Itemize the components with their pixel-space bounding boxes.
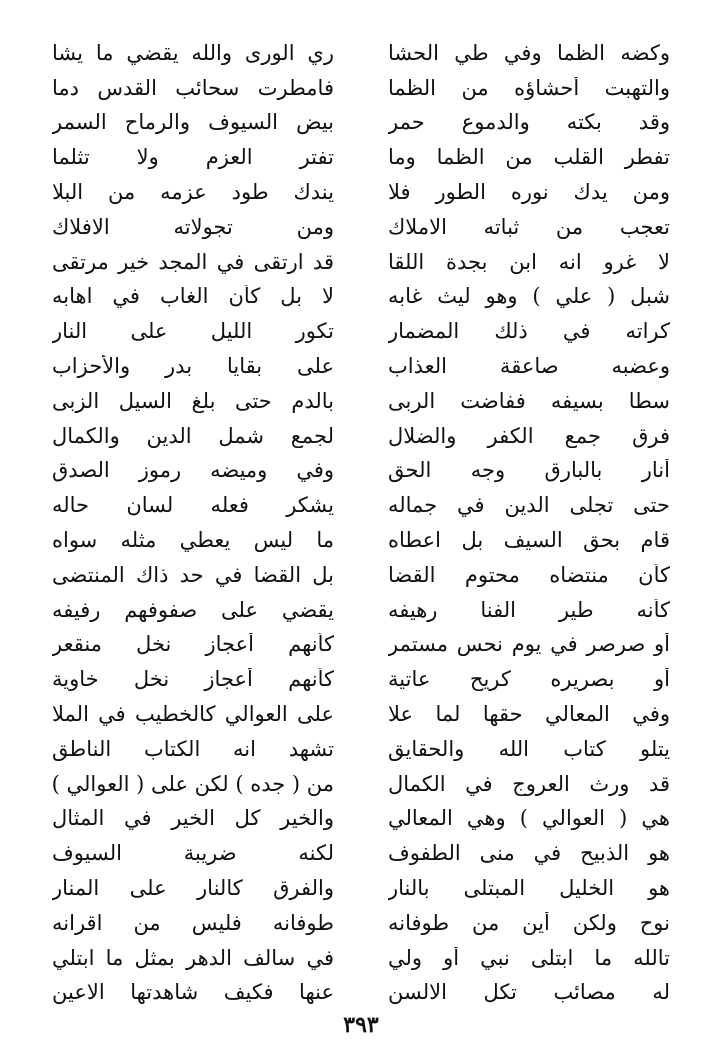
verse-second-hemistich: تشهد انه الكتاب الناطق — [52, 737, 334, 761]
verse-first-hemistich: يتلو كتاب الله والحقايق — [388, 737, 670, 761]
verse-second-hemistich: لا بل كأن الغاب في اهابه — [52, 285, 334, 309]
verse-line — [52, 36, 670, 71]
verse-line — [52, 802, 670, 837]
verse-second-hemistich: ما ليس يعطي مثله سواه — [52, 529, 334, 552]
verse-first-hemistich: سطا بسيفه ففاضت الربى — [388, 389, 670, 413]
verse-line — [52, 140, 670, 175]
verse-second-hemistich: بل القضا في حد ذاك المنتضى — [52, 563, 334, 587]
verse-line — [52, 488, 670, 523]
verse-second-hemistich: وفي وميضه رموز الصدق — [52, 459, 334, 483]
verse-second-hemistich: بيض السيوف والرماح السمر — [52, 111, 334, 135]
verse-line — [52, 71, 670, 106]
verse-second-hemistich: تكور الليل على النار — [52, 320, 334, 344]
verse-first-hemistich: هي ( العوالي ) وهي المعالي — [388, 807, 670, 831]
verse-first-hemistich: كأنه طير الفنا رهيفه — [388, 598, 670, 622]
verse-line — [52, 280, 670, 315]
verse-second-hemistich: طوفانه فليس من اقرانه — [52, 911, 334, 935]
verse-first-hemistich: ومن يدك نوره الطور فلا — [388, 181, 670, 205]
verse-second-hemistich: بالدم حتى بلغ السيل الزبى — [52, 389, 334, 413]
verse-second-hemistich: فامطرت سحائب القدس دما — [52, 76, 334, 100]
verse-first-hemistich: وعضبه صاعقة العذاب — [388, 355, 670, 379]
verse-line — [52, 593, 670, 628]
verse-second-hemistich: كأنهم أعجاز نخل منقعر — [52, 633, 334, 657]
verse-first-hemistich: وكضه الظما وفي طي الحشا — [388, 41, 670, 65]
verse-line — [52, 836, 670, 871]
verse-first-hemistich: كأن منتضاه محتوم القضا — [388, 563, 670, 587]
verse-line — [52, 419, 670, 454]
verse-line — [52, 523, 670, 558]
verse-second-hemistich: لجمع شمل الدين والكمال — [52, 424, 334, 448]
verse-second-hemistich: ومن تجولاته الافلاك — [52, 215, 334, 239]
verse-second-hemistich: يشكر فعله لسان حاله — [52, 494, 334, 518]
verse-line — [52, 245, 670, 280]
verse-line — [52, 732, 670, 767]
verse-first-hemistich: وفي المعالي حقها لما علا — [388, 702, 670, 726]
verse-first-hemistich: هو الخليل المبتلى بالنار — [388, 876, 670, 900]
verse-second-hemistich: تفتر العزم ولا تثلما — [52, 146, 334, 170]
verse-line — [52, 175, 670, 210]
verse-first-hemistich: أو بصريره كريح عاتية — [388, 668, 670, 692]
verse-second-hemistich: يندك طود عزمه من البلا — [52, 181, 334, 205]
poem-body — [52, 36, 670, 1010]
verse-first-hemistich: هو الذبيح في منى الطفوف — [388, 842, 670, 866]
verse-second-hemistich: في سالف الدهر بمثل ما ابتلي — [52, 946, 334, 970]
verse-line — [52, 628, 670, 663]
page-number: ٣٩٣ — [343, 1012, 379, 1038]
verse-second-hemistich: والفرق كالنار على المنار — [52, 876, 334, 900]
verse-second-hemistich: والخير كل الخير في المثال — [52, 807, 334, 831]
verse-line — [52, 767, 670, 802]
verse-first-hemistich: كراته في ذلك المضمار — [388, 320, 670, 344]
verse-line — [52, 906, 670, 941]
verse-second-hemistich: عنها فكيف شاهدتها الاعين — [52, 981, 334, 1005]
verse-second-hemistich: يقضي على صفوفهم رفيفه — [52, 598, 334, 622]
verse-second-hemistich: ري الورى والله يقضي ما يشا — [52, 41, 334, 65]
verse-second-hemistich: لكنه ضريبة السيوف — [52, 842, 334, 866]
verse-line — [52, 697, 670, 732]
verse-line — [52, 871, 670, 906]
verse-first-hemistich: وقد بكته والدموع حمر — [388, 111, 670, 135]
verse-line — [52, 210, 670, 245]
verse-second-hemistich: كأنهم أعجاز نخل خاوية — [52, 668, 334, 692]
verse-first-hemistich: والتهبت أحشاؤه من الظما — [388, 76, 670, 100]
verse-line — [52, 314, 670, 349]
verse-first-hemistich: تعجب من ثباته الاملاك — [388, 215, 670, 239]
verse-first-hemistich: أو صرصر في يوم نحس مستمر — [388, 633, 670, 657]
verse-line — [52, 976, 670, 1011]
verse-first-hemistich: تالله ما ابتلى نبي أو ولي — [388, 946, 670, 970]
verse-first-hemistich: أنار بالبارق وجه الحق — [388, 459, 670, 483]
verse-first-hemistich: حتى تجلى الدين في جماله — [388, 494, 670, 518]
verse-first-hemistich: نوح ولكن أين من طوفانه — [388, 911, 670, 935]
verse-first-hemistich: شبل ( علي ) وهو ليث غابه — [388, 285, 670, 309]
verse-first-hemistich: تفطر القلب من الظما وما — [388, 146, 670, 170]
verse-first-hemistich: قد ورث العروج في الكمال — [388, 772, 670, 796]
verse-line — [52, 941, 670, 976]
verse-line — [52, 662, 670, 697]
verse-second-hemistich: على العوالي كالخطيب في الملا — [52, 702, 334, 726]
verse-line — [52, 558, 670, 593]
verse-line — [52, 454, 670, 489]
verse-first-hemistich: لا غرو انه ابن بجدة اللقا — [388, 250, 670, 274]
verse-line — [52, 349, 670, 384]
verse-line — [52, 106, 670, 141]
verse-first-hemistich: فرق جمع الكفر والضلال — [388, 424, 670, 448]
verse-second-hemistich: من ( جده ) لكن على ( العوالي ) — [52, 772, 334, 796]
verse-first-hemistich: قام بحق السيف بل اعطاه — [388, 529, 670, 552]
verse-second-hemistich: قد ارتقى في المجد خير مرتقى — [52, 250, 334, 274]
verse-line — [52, 384, 670, 419]
verse-first-hemistich: له مصائب تكل الالسن — [388, 981, 670, 1005]
verse-second-hemistich: على بقايا بدر والأحزاب — [52, 355, 334, 379]
